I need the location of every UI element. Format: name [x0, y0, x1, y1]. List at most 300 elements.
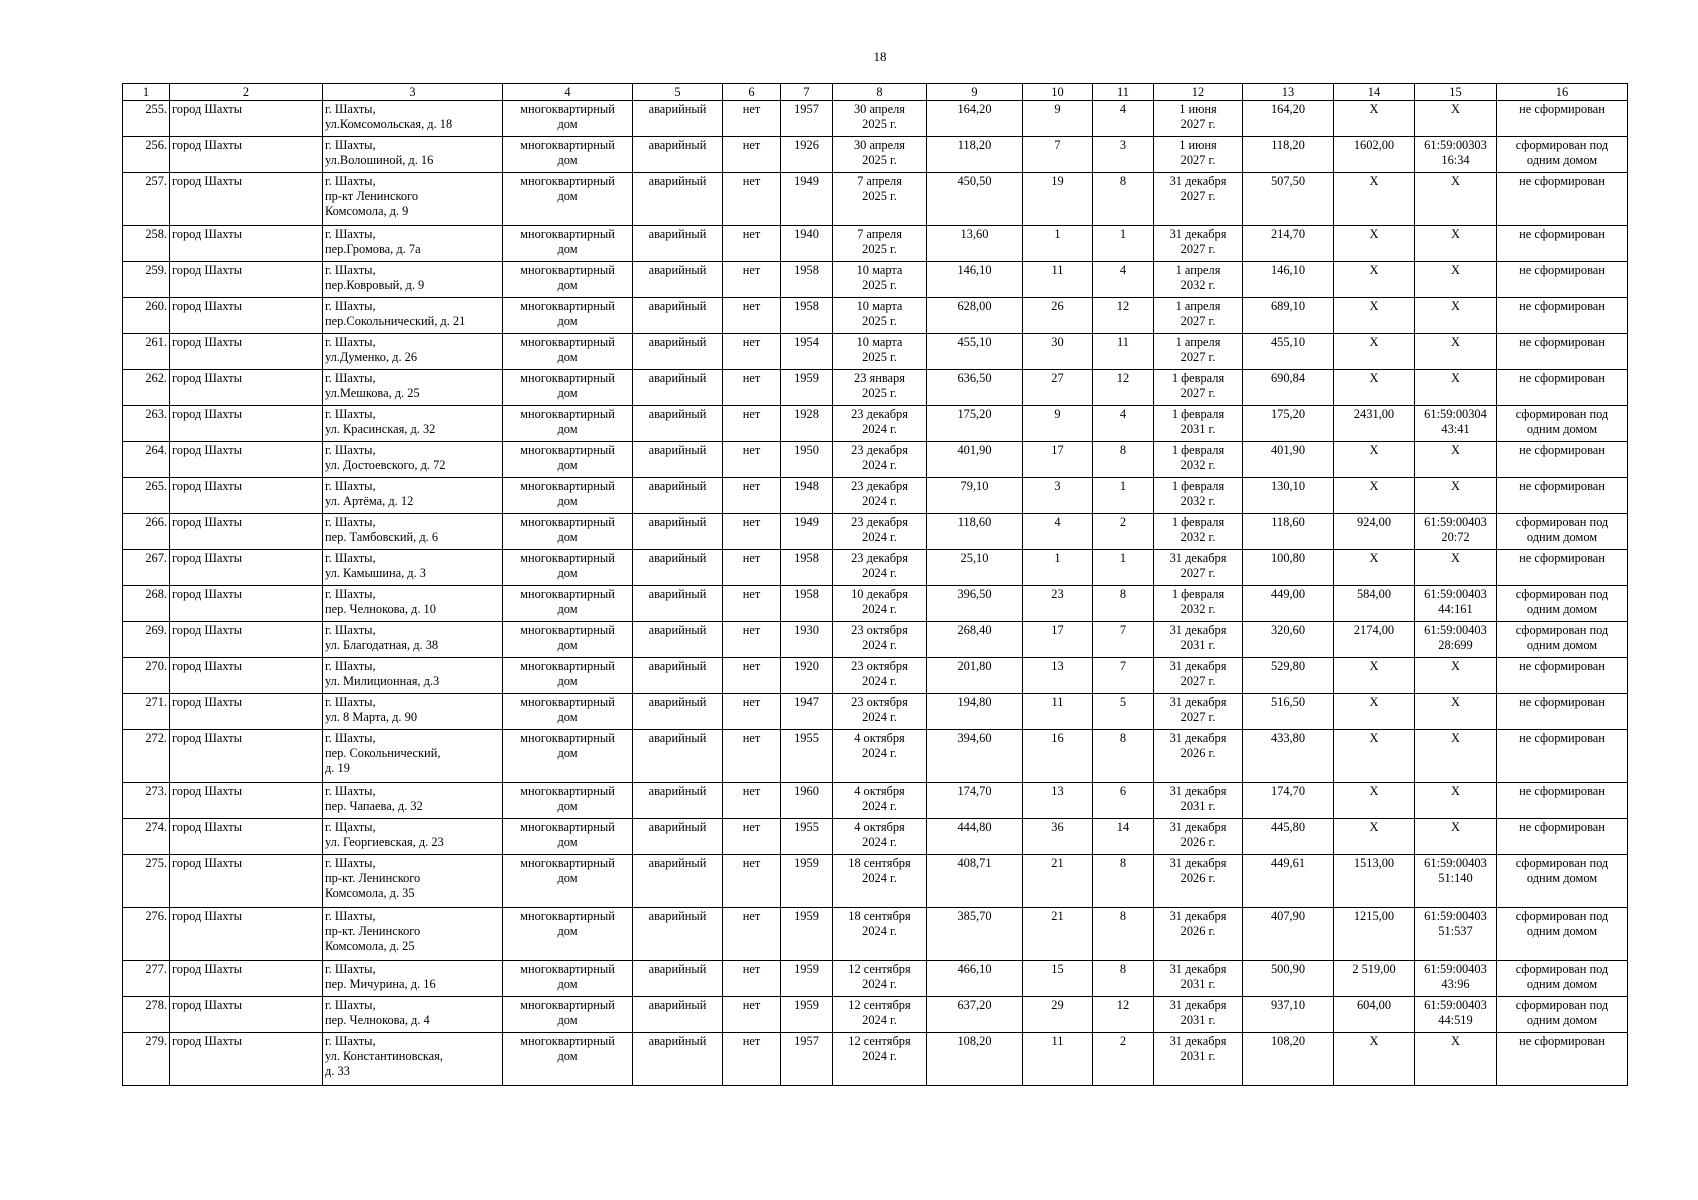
- building-type-cell-line: многоквартирный: [520, 515, 615, 529]
- row-number: 255.: [123, 101, 170, 137]
- row-number: 270.: [123, 658, 170, 694]
- recognition-date-cell-line: 23 января: [854, 371, 905, 385]
- table-row: [123, 1033, 1628, 1086]
- cadastre-number-cell-line: X: [1451, 695, 1460, 709]
- row-number: 268.: [123, 586, 170, 622]
- status-cell: аварийный: [633, 226, 723, 262]
- table-row: [123, 370, 1628, 406]
- address-cell: [323, 622, 503, 658]
- building-type-cell-line: многоквартирный: [520, 138, 615, 152]
- flag-cell: нет: [723, 819, 781, 855]
- cadastre-number-cell-line: X: [1451, 335, 1460, 349]
- recognition-date-cell: [833, 855, 927, 908]
- building-type-cell-line: многоквартирный: [520, 623, 615, 637]
- column-header-14: 14: [1334, 84, 1415, 101]
- area-cell: 637,20: [927, 997, 1023, 1033]
- deadline-cell: [1154, 514, 1243, 550]
- row-number: 257.: [123, 173, 170, 226]
- deadline-cell: [1154, 478, 1243, 514]
- deadline-cell-line: 1 февраля: [1171, 407, 1225, 421]
- year-cell: 1920: [781, 658, 833, 694]
- address-cell: [323, 137, 503, 173]
- deadline-cell-line: 2027 г.: [1180, 710, 1216, 724]
- recognition-date-cell-line: 4 октября: [854, 820, 905, 834]
- area-cell: 450,50: [927, 173, 1023, 226]
- building-type-cell: [503, 961, 633, 997]
- address-cell: [323, 961, 503, 997]
- flag-cell: нет: [723, 137, 781, 173]
- land-status-cell-line: одним домом: [1526, 924, 1598, 938]
- residents-cell: 29: [1023, 997, 1093, 1033]
- recognition-date-cell-line: 2024 г.: [862, 422, 897, 436]
- column-header-10: 10: [1023, 84, 1093, 101]
- land-area-cell: X: [1334, 783, 1415, 819]
- housing-table: [122, 83, 1628, 1086]
- land-area-cell: X: [1334, 658, 1415, 694]
- land-area-cell: X: [1334, 730, 1415, 783]
- recognition-date-cell-line: 2025 г.: [862, 278, 897, 292]
- address-cell-line: г. Шахты,: [325, 1034, 376, 1048]
- table-row: [123, 334, 1628, 370]
- land-status-cell-line: одним домом: [1526, 638, 1598, 652]
- recognition-date-cell-line: 2024 г.: [862, 638, 897, 652]
- total-area-cell: 455,10: [1243, 334, 1334, 370]
- building-type-cell-line: многоквартирный: [520, 998, 615, 1012]
- deadline-cell: [1154, 622, 1243, 658]
- area-cell: 13,60: [927, 226, 1023, 262]
- building-type-cell-line: дом: [557, 117, 578, 131]
- year-cell: 1954: [781, 334, 833, 370]
- recognition-date-cell-line: 2024 г.: [862, 710, 897, 724]
- address-cell-line: пр-кт Ленинского: [325, 189, 419, 203]
- land-status-cell-line: не сформирован: [1519, 479, 1605, 493]
- land-area-cell: X: [1334, 226, 1415, 262]
- residents-cell: 1: [1023, 226, 1093, 262]
- recognition-date-cell-line: 12 сентября: [848, 1034, 911, 1048]
- building-type-cell-line: дом: [557, 422, 578, 436]
- land-status-cell: [1497, 173, 1628, 226]
- deadline-cell-line: 2031 г.: [1180, 977, 1216, 991]
- total-area-cell: 108,20: [1243, 1033, 1334, 1086]
- recognition-date-cell-line: 2024 г.: [862, 924, 897, 938]
- status-cell: аварийный: [633, 370, 723, 406]
- column-header-7: 7: [781, 84, 833, 101]
- land-status-cell: [1497, 730, 1628, 783]
- city-cell: город Шахты: [170, 226, 323, 262]
- table-row: [123, 586, 1628, 622]
- recognition-date-cell-line: 7 апреля: [857, 174, 902, 188]
- deadline-cell-line: 31 декабря: [1169, 1034, 1227, 1048]
- recognition-date-cell-line: 2025 г.: [862, 242, 897, 256]
- building-type-cell-line: дом: [557, 278, 578, 292]
- building-type-cell-line: многоквартирный: [520, 263, 615, 277]
- cadastre-number-cell-line: X: [1451, 299, 1460, 313]
- area-cell: 396,50: [927, 586, 1023, 622]
- residents-cell: 26: [1023, 298, 1093, 334]
- city-cell: город Шахты: [170, 101, 323, 137]
- status-cell: аварийный: [633, 298, 723, 334]
- building-type-cell-line: многоквартирный: [520, 551, 615, 565]
- land-status-cell-line: одним домом: [1526, 602, 1598, 616]
- flag-cell: нет: [723, 550, 781, 586]
- building-type-cell-line: дом: [557, 602, 578, 616]
- year-cell: 1940: [781, 226, 833, 262]
- deadline-cell: [1154, 1033, 1243, 1086]
- recognition-date-cell: [833, 262, 927, 298]
- address-cell-line: ул.Думенко, д. 26: [325, 350, 418, 364]
- recognition-date-cell: [833, 550, 927, 586]
- address-cell-line: г. Шахты,: [325, 659, 376, 673]
- land-area-cell: 1513,00: [1334, 855, 1415, 908]
- land-status-cell: [1497, 908, 1628, 961]
- address-cell-line: ул.Волошиной, д. 16: [325, 153, 434, 167]
- recognition-date-cell: [833, 226, 927, 262]
- address-cell: [323, 658, 503, 694]
- address-cell: [323, 334, 503, 370]
- flag-cell: нет: [723, 997, 781, 1033]
- land-status-cell-line: не сформирован: [1519, 102, 1605, 116]
- column-header-8: 8: [833, 84, 927, 101]
- city-cell: город Шахты: [170, 961, 323, 997]
- address-cell-line: ул. Камышина, д. 3: [325, 566, 426, 580]
- recognition-date-cell: [833, 819, 927, 855]
- status-cell: аварийный: [633, 658, 723, 694]
- area-cell: 268,40: [927, 622, 1023, 658]
- address-cell-line: г. Шахты,: [325, 263, 376, 277]
- rooms-cell: 5: [1093, 694, 1154, 730]
- year-cell: 1959: [781, 961, 833, 997]
- column-header-5: 5: [633, 84, 723, 101]
- land-status-cell: [1497, 442, 1628, 478]
- land-status-cell: [1497, 855, 1628, 908]
- header-row: [123, 84, 1628, 101]
- status-cell: аварийный: [633, 783, 723, 819]
- cadastre-number-cell-line: X: [1451, 443, 1460, 457]
- city-cell: город Шахты: [170, 694, 323, 730]
- status-cell: аварийный: [633, 908, 723, 961]
- address-cell-line: д. 19: [325, 761, 350, 775]
- status-cell: аварийный: [633, 997, 723, 1033]
- building-type-cell: [503, 586, 633, 622]
- land-status-cell: [1497, 137, 1628, 173]
- deadline-cell: [1154, 442, 1243, 478]
- row-number: 265.: [123, 478, 170, 514]
- residents-cell: 11: [1023, 694, 1093, 730]
- residents-cell: 17: [1023, 622, 1093, 658]
- deadline-cell: [1154, 658, 1243, 694]
- recognition-date-cell-line: 23 декабря: [851, 407, 908, 421]
- recognition-date-cell: [833, 730, 927, 783]
- building-type-cell: [503, 997, 633, 1033]
- table-row: [123, 262, 1628, 298]
- flag-cell: нет: [723, 334, 781, 370]
- total-area-cell: 174,70: [1243, 783, 1334, 819]
- city-cell: город Шахты: [170, 586, 323, 622]
- cadastre-number-cell: [1415, 855, 1497, 908]
- address-cell: [323, 478, 503, 514]
- recognition-date-cell-line: 2024 г.: [862, 602, 897, 616]
- flag-cell: нет: [723, 173, 781, 226]
- area-cell: 408,71: [927, 855, 1023, 908]
- building-type-cell: [503, 478, 633, 514]
- total-area-cell: 529,80: [1243, 658, 1334, 694]
- land-status-cell-line: одним домом: [1526, 153, 1598, 167]
- deadline-cell-line: 2027 г.: [1180, 189, 1216, 203]
- deadline-cell: [1154, 819, 1243, 855]
- deadline-cell: [1154, 961, 1243, 997]
- land-status-cell-line: не сформирован: [1519, 371, 1605, 385]
- area-cell: 385,70: [927, 908, 1023, 961]
- land-status-cell-line: сформирован под: [1515, 515, 1609, 529]
- area-cell: 628,00: [927, 298, 1023, 334]
- address-cell: [323, 173, 503, 226]
- flag-cell: нет: [723, 622, 781, 658]
- cadastre-number-cell-line: X: [1451, 227, 1460, 241]
- residents-cell: 19: [1023, 173, 1093, 226]
- total-area-cell: 164,20: [1243, 101, 1334, 137]
- residents-cell: 13: [1023, 783, 1093, 819]
- land-status-cell-line: не сформирован: [1519, 551, 1605, 565]
- rooms-cell: 4: [1093, 262, 1154, 298]
- address-cell-line: г. Шахты,: [325, 479, 376, 493]
- status-cell: аварийный: [633, 334, 723, 370]
- status-cell: аварийный: [633, 819, 723, 855]
- deadline-cell-line: 31 декабря: [1169, 174, 1227, 188]
- residents-cell: 21: [1023, 855, 1093, 908]
- table-row: [123, 550, 1628, 586]
- land-status-cell: [1497, 658, 1628, 694]
- land-status-cell-line: не сформирован: [1519, 263, 1605, 277]
- deadline-cell: [1154, 855, 1243, 908]
- address-cell-line: г. Шахты,: [325, 551, 376, 565]
- land-status-cell-line: сформирован под: [1515, 909, 1609, 923]
- land-status-cell: [1497, 478, 1628, 514]
- year-cell: 1926: [781, 137, 833, 173]
- city-cell: город Шахты: [170, 550, 323, 586]
- cadastre-number-cell-line: 51:140: [1438, 871, 1473, 885]
- table-row: [123, 622, 1628, 658]
- row-number: 272.: [123, 730, 170, 783]
- land-area-cell: X: [1334, 478, 1415, 514]
- cadastre-number-cell: [1415, 262, 1497, 298]
- flag-cell: нет: [723, 658, 781, 694]
- address-cell-line: пр-кт. Ленинского: [325, 871, 421, 885]
- deadline-cell-line: 2032 г.: [1180, 458, 1216, 472]
- recognition-date-cell: [833, 694, 927, 730]
- recognition-date-cell-line: 2024 г.: [862, 458, 897, 472]
- table-row: [123, 694, 1628, 730]
- recognition-date-cell: [833, 961, 927, 997]
- building-type-cell-line: многоквартирный: [520, 784, 615, 798]
- column-header-16: 16: [1497, 84, 1628, 101]
- deadline-cell-line: 2027 г.: [1180, 314, 1216, 328]
- status-cell: аварийный: [633, 262, 723, 298]
- year-cell: 1955: [781, 819, 833, 855]
- city-cell: город Шахты: [170, 1033, 323, 1086]
- land-area-cell: 2431,00: [1334, 406, 1415, 442]
- recognition-date-cell-line: 18 сентября: [848, 909, 911, 923]
- deadline-cell-line: 2027 г.: [1180, 153, 1216, 167]
- total-area-cell: 433,80: [1243, 730, 1334, 783]
- building-type-cell: [503, 1033, 633, 1086]
- address-cell: [323, 855, 503, 908]
- recognition-date-cell-line: 23 декабря: [851, 443, 908, 457]
- residents-cell: 3: [1023, 478, 1093, 514]
- rooms-cell: 6: [1093, 783, 1154, 819]
- recognition-date-cell: [833, 514, 927, 550]
- table-row: [123, 855, 1628, 908]
- rooms-cell: 8: [1093, 855, 1154, 908]
- column-header-13: 13: [1243, 84, 1334, 101]
- total-area-cell: 146,10: [1243, 262, 1334, 298]
- column-header-6: 6: [723, 84, 781, 101]
- city-cell: город Шахты: [170, 262, 323, 298]
- address-cell: [323, 908, 503, 961]
- building-type-cell: [503, 137, 633, 173]
- building-type-cell-line: многоквартирный: [520, 335, 615, 349]
- address-cell: [323, 514, 503, 550]
- address-cell-line: г. Шахты,: [325, 138, 376, 152]
- deadline-cell-line: 2032 г.: [1180, 278, 1216, 292]
- land-area-cell: X: [1334, 173, 1415, 226]
- cadastre-number-cell: [1415, 101, 1497, 137]
- building-type-cell-line: дом: [557, 530, 578, 544]
- address-cell: [323, 694, 503, 730]
- land-status-cell: [1497, 101, 1628, 137]
- building-type-cell-line: дом: [557, 1049, 578, 1063]
- total-area-cell: 449,00: [1243, 586, 1334, 622]
- land-status-cell: [1497, 622, 1628, 658]
- recognition-date-cell-line: 23 декабря: [851, 515, 908, 529]
- area-cell: 201,80: [927, 658, 1023, 694]
- flag-cell: нет: [723, 478, 781, 514]
- address-cell-line: г. Шахты,: [325, 174, 376, 188]
- area-cell: 164,20: [927, 101, 1023, 137]
- address-cell: [323, 226, 503, 262]
- building-type-cell-line: дом: [557, 386, 578, 400]
- rooms-cell: 2: [1093, 514, 1154, 550]
- land-status-cell-line: сформирован под: [1515, 138, 1609, 152]
- city-cell: город Шахты: [170, 730, 323, 783]
- land-status-cell: [1497, 514, 1628, 550]
- flag-cell: нет: [723, 514, 781, 550]
- cadastre-number-cell-line: 61:59:00403: [1424, 515, 1487, 529]
- status-cell: аварийный: [633, 550, 723, 586]
- address-cell-line: ул. Константиновская,: [325, 1049, 443, 1063]
- area-cell: 118,60: [927, 514, 1023, 550]
- total-area-cell: 500,90: [1243, 961, 1334, 997]
- cadastre-number-cell: [1415, 298, 1497, 334]
- flag-cell: нет: [723, 226, 781, 262]
- column-header-3: 3: [323, 84, 503, 101]
- deadline-cell: [1154, 262, 1243, 298]
- residents-cell: 27: [1023, 370, 1093, 406]
- cadastre-number-cell-line: 61:59:00303: [1424, 138, 1487, 152]
- address-cell-line: пер. Мичурина, д. 16: [325, 977, 436, 991]
- city-cell: город Шахты: [170, 173, 323, 226]
- building-type-cell-line: дом: [557, 799, 578, 813]
- land-status-cell: [1497, 226, 1628, 262]
- building-type-cell-line: многоквартирный: [520, 174, 615, 188]
- column-header-12: 12: [1154, 84, 1243, 101]
- cadastre-number-cell-line: 43:41: [1441, 422, 1470, 436]
- address-cell-line: г. Шахты,: [325, 731, 376, 745]
- cadastre-number-cell: [1415, 1033, 1497, 1086]
- total-area-cell: 214,70: [1243, 226, 1334, 262]
- deadline-cell-line: 31 декабря: [1169, 695, 1227, 709]
- recognition-date-cell: [833, 997, 927, 1033]
- cadastre-number-cell-line: 61:59:00403: [1424, 998, 1487, 1012]
- land-area-cell: X: [1334, 101, 1415, 137]
- area-cell: 401,90: [927, 442, 1023, 478]
- deadline-cell-line: 1 февраля: [1171, 515, 1225, 529]
- column-header-11: 11: [1093, 84, 1154, 101]
- city-cell: город Шахты: [170, 298, 323, 334]
- building-type-cell-line: дом: [557, 674, 578, 688]
- flag-cell: нет: [723, 298, 781, 334]
- address-cell: [323, 1033, 503, 1086]
- deadline-cell: [1154, 783, 1243, 819]
- land-area-cell: 1215,00: [1334, 908, 1415, 961]
- address-cell-line: Комсомола, д. 25: [325, 939, 415, 953]
- address-cell-line: пер.Громова, д. 7а: [325, 242, 421, 256]
- rooms-cell: 7: [1093, 658, 1154, 694]
- building-type-cell: [503, 406, 633, 442]
- area-cell: 79,10: [927, 478, 1023, 514]
- total-area-cell: 175,20: [1243, 406, 1334, 442]
- building-type-cell-line: многоквартирный: [520, 227, 615, 241]
- deadline-cell-line: 2026 г.: [1180, 871, 1216, 885]
- land-area-cell: X: [1334, 370, 1415, 406]
- recognition-date-cell-line: 23 декабря: [851, 479, 908, 493]
- deadline-cell-line: 2031 г.: [1180, 1013, 1216, 1027]
- land-status-cell-line: не сформирован: [1519, 659, 1605, 673]
- flag-cell: нет: [723, 730, 781, 783]
- year-cell: 1950: [781, 442, 833, 478]
- land-status-cell: [1497, 783, 1628, 819]
- area-cell: 118,20: [927, 137, 1023, 173]
- recognition-date-cell-line: 2024 г.: [862, 1049, 897, 1063]
- status-cell: аварийный: [633, 1033, 723, 1086]
- building-type-cell-line: многоквартирный: [520, 856, 615, 870]
- land-status-cell: [1497, 550, 1628, 586]
- recognition-date-cell: [833, 1033, 927, 1086]
- recognition-date-cell-line: 2025 г.: [862, 386, 897, 400]
- area-cell: 444,80: [927, 819, 1023, 855]
- column-header-4: 4: [503, 84, 633, 101]
- residents-cell: 17: [1023, 442, 1093, 478]
- cadastre-number-cell: [1415, 514, 1497, 550]
- building-type-cell-line: многоквартирный: [520, 659, 615, 673]
- land-status-cell-line: не сформирован: [1519, 784, 1605, 798]
- rooms-cell: 14: [1093, 819, 1154, 855]
- table-row: [123, 819, 1628, 855]
- year-cell: 1947: [781, 694, 833, 730]
- flag-cell: нет: [723, 908, 781, 961]
- building-type-cell: [503, 370, 633, 406]
- cadastre-number-cell-line: 20:72: [1441, 530, 1470, 544]
- rooms-cell: 4: [1093, 101, 1154, 137]
- address-cell-line: Комсомола, д. 9: [325, 204, 409, 218]
- address-cell-line: ул. Красинская, д. 32: [325, 422, 436, 436]
- recognition-date-cell-line: 2024 г.: [862, 674, 897, 688]
- address-cell-line: г. Шахты,: [325, 998, 376, 1012]
- cadastre-number-cell-line: 61:59:00403: [1424, 856, 1487, 870]
- recognition-date-cell-line: 4 октября: [854, 784, 905, 798]
- city-cell: город Шахты: [170, 442, 323, 478]
- address-cell-line: г. Шахты,: [325, 623, 376, 637]
- building-type-cell-line: многоквартирный: [520, 909, 615, 923]
